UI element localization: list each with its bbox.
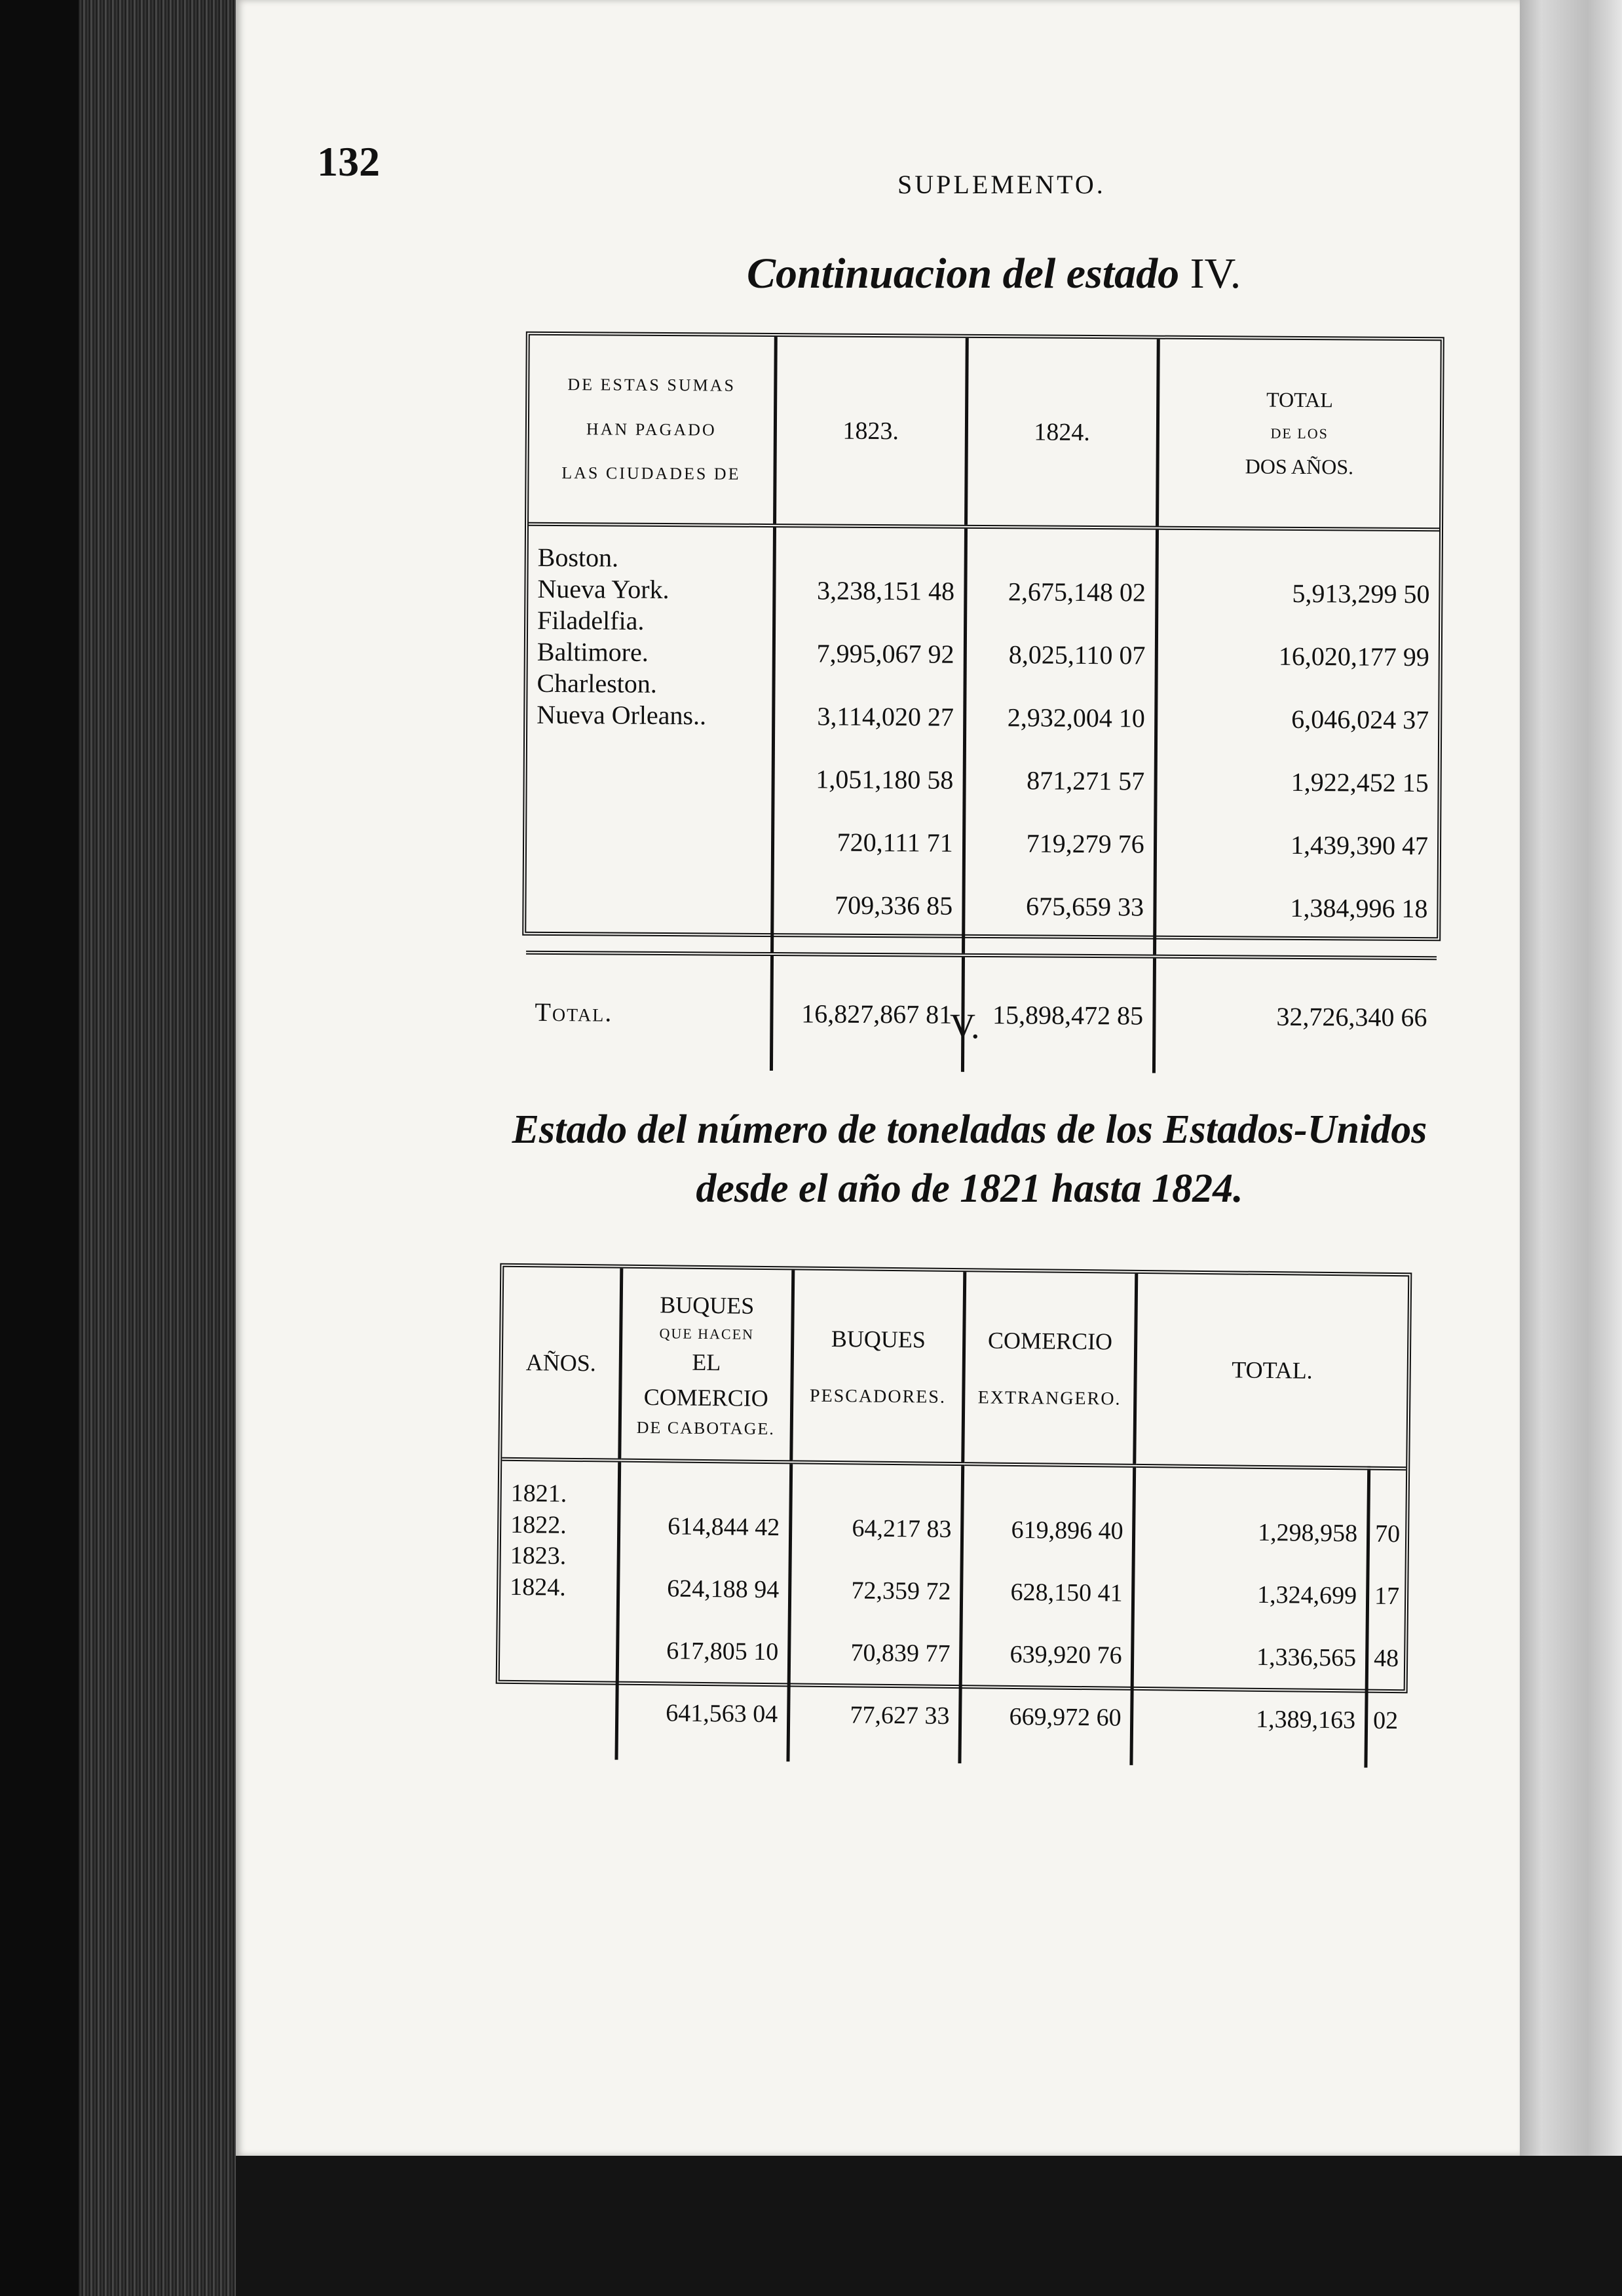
value-1823: 709,336 85 <box>835 890 953 921</box>
extrangero-cell: 619,896 40 <box>1011 1516 1123 1545</box>
value-1823: 7,995,067 92 <box>816 638 954 669</box>
total-v-cell: 1,336,565 <box>1256 1643 1357 1672</box>
pescadores-cell: 70,839 77 <box>850 1638 951 1668</box>
header-cities-line: HAN PAGADO <box>586 419 717 440</box>
total-v-cell: 1,298,958 <box>1257 1518 1358 1547</box>
header-pescadores-bottom: PESCADORES. <box>809 1385 947 1407</box>
header-total-mid: DE LOS <box>1270 425 1329 442</box>
year-cell: 1823. <box>510 1541 567 1570</box>
city-name: Charleston. <box>537 668 657 698</box>
total-v-column <box>1131 1466 1368 1767</box>
year-cell: 1821. <box>510 1479 567 1508</box>
city-name: Filadelfia. <box>537 605 645 636</box>
value-1823: 3,114,020 27 <box>817 701 954 732</box>
table-iv-total-row <box>525 953 1437 1075</box>
value-total: 6,046,024 37 <box>1291 704 1429 735</box>
city-name: Nueva Orleans.. <box>537 699 707 731</box>
cabotage-column <box>616 1461 791 1761</box>
table-iv-header-row <box>529 335 1441 529</box>
table-iv-title-numeral: IV. <box>1190 250 1241 297</box>
total-v-cents: 70 <box>1374 1520 1401 1548</box>
section-v-title: Estado del número de toneladas de los Estados-Unidos desde el año de 1821 hasta 1824. <box>512 1107 1427 1211</box>
header-cities <box>529 335 776 526</box>
section-v-numeral: V. <box>950 1006 980 1046</box>
next-page-edge <box>1507 0 1622 2296</box>
value-1823: 1,051,180 58 <box>816 764 954 795</box>
header-years: AÑOS. <box>502 1267 621 1461</box>
value-total: 1,922,452 15 <box>1291 767 1429 798</box>
header-total-bottom: DOS AÑOS. <box>1245 454 1354 479</box>
year-cell: 1822. <box>510 1510 567 1539</box>
header-cabotage-top: BUQUES <box>660 1292 755 1319</box>
header-cabotage-bottom: DE CABOTAGE. <box>636 1417 775 1439</box>
pescadores-cell: 64,217 83 <box>852 1514 952 1543</box>
city-name: Boston. <box>537 542 619 573</box>
extrangero-cell: 669,972 60 <box>1009 1702 1122 1732</box>
total-v-cell: 1,389,163 <box>1255 1705 1356 1734</box>
header-pescadores-top: BUQUES <box>831 1326 926 1353</box>
city-name: Nueva York. <box>537 573 670 605</box>
table-v-grid <box>499 1267 1408 1768</box>
total-v-cents-column <box>1366 1468 1406 1768</box>
value-1824: 871,271 57 <box>1027 765 1145 796</box>
cabotage-cell: 641,563 04 <box>666 1698 778 1728</box>
table-iv <box>522 332 1444 1032</box>
total-v-cents: 17 <box>1374 1582 1400 1610</box>
header-pescadores <box>791 1270 965 1464</box>
header-total-top: TOTAL <box>1266 387 1333 412</box>
page-number: 132 <box>317 138 380 185</box>
total-1823: 16,827,867 81 <box>771 954 963 1072</box>
total-v-cents: 48 <box>1373 1644 1399 1672</box>
table-v <box>496 1263 1412 1734</box>
value-1824: 2,932,004 10 <box>1007 702 1145 733</box>
total-v-cents: 02 <box>1372 1706 1399 1734</box>
pescadores-column <box>788 1462 963 1763</box>
header-total-v: TOTAL. <box>1135 1274 1408 1468</box>
city-column <box>526 524 774 954</box>
header-1824: 1824. <box>966 338 1158 528</box>
value-1824: 719,279 76 <box>1026 828 1144 859</box>
header-cabotage-mid: EL COMERCIO <box>643 1349 768 1412</box>
extrangero-cell: 628,150 41 <box>1010 1578 1123 1607</box>
header-cabotage-small: QUE HACEN <box>659 1325 755 1343</box>
value-1823: 720,111 71 <box>837 827 953 858</box>
total-1824: 15,898,472 85 <box>962 955 1154 1073</box>
table-v-header-row <box>502 1267 1408 1468</box>
header-cabotage <box>620 1269 793 1463</box>
table-iv-title <box>747 249 1241 299</box>
cabotage-cell: 614,844 42 <box>668 1512 780 1541</box>
pescadores-cell: 72,359 72 <box>851 1576 951 1605</box>
value-total: 5,913,299 50 <box>1292 578 1430 609</box>
header-comercio <box>963 1272 1137 1466</box>
years-column <box>499 1459 619 1759</box>
value-1824: 8,025,110 07 <box>1008 640 1146 670</box>
cabotage-cell: 617,805 10 <box>666 1636 779 1666</box>
header-comercio-bottom: EXTRANGERO. <box>977 1387 1122 1409</box>
table-iv-grid <box>525 335 1441 1075</box>
value-1824: 675,659 33 <box>1025 891 1144 922</box>
table-v-body-row <box>499 1459 1406 1768</box>
cabotage-cell: 624,188 94 <box>667 1574 780 1603</box>
total-v-cell: 1,324,699 <box>1256 1580 1357 1609</box>
total-label: Total. <box>525 953 772 1071</box>
values-total-column <box>1154 528 1439 959</box>
value-total: 1,384,996 18 <box>1290 892 1428 924</box>
book-page <box>236 0 1520 2156</box>
book-edge <box>79 0 249 2296</box>
extrangero-cell: 639,920 76 <box>1009 1640 1122 1670</box>
value-1824: 2,675,148 02 <box>1008 577 1146 607</box>
city-name: Baltimore. <box>537 636 649 667</box>
header-cities-line: DE ESTAS SUMAS <box>567 375 736 395</box>
header-1823: 1823. <box>774 337 967 527</box>
table-iv-body-row <box>526 524 1439 958</box>
values-1824-column <box>963 527 1157 957</box>
value-1823: 3,238,151 48 <box>816 575 955 606</box>
table-iv-title-text: Continuacion del estado <box>747 250 1180 297</box>
year-cell: 1824. <box>510 1573 566 1601</box>
total-both-years: 32,726,340 66 <box>1154 957 1437 1075</box>
header-total <box>1157 339 1441 530</box>
value-total: 16,020,177 99 <box>1278 641 1429 672</box>
pescadores-cell: 77,627 33 <box>850 1700 950 1730</box>
extrangero-column <box>960 1464 1135 1765</box>
value-total: 1,439,390 47 <box>1290 830 1429 861</box>
header-comercio-top: COMERCIO <box>987 1327 1113 1355</box>
values-1823-column <box>772 526 966 955</box>
running-head: SUPLEMENTO. <box>897 170 1106 199</box>
scan-background <box>236 2156 1622 2296</box>
header-cities-line: LAS CIUDADES DE <box>561 463 741 484</box>
